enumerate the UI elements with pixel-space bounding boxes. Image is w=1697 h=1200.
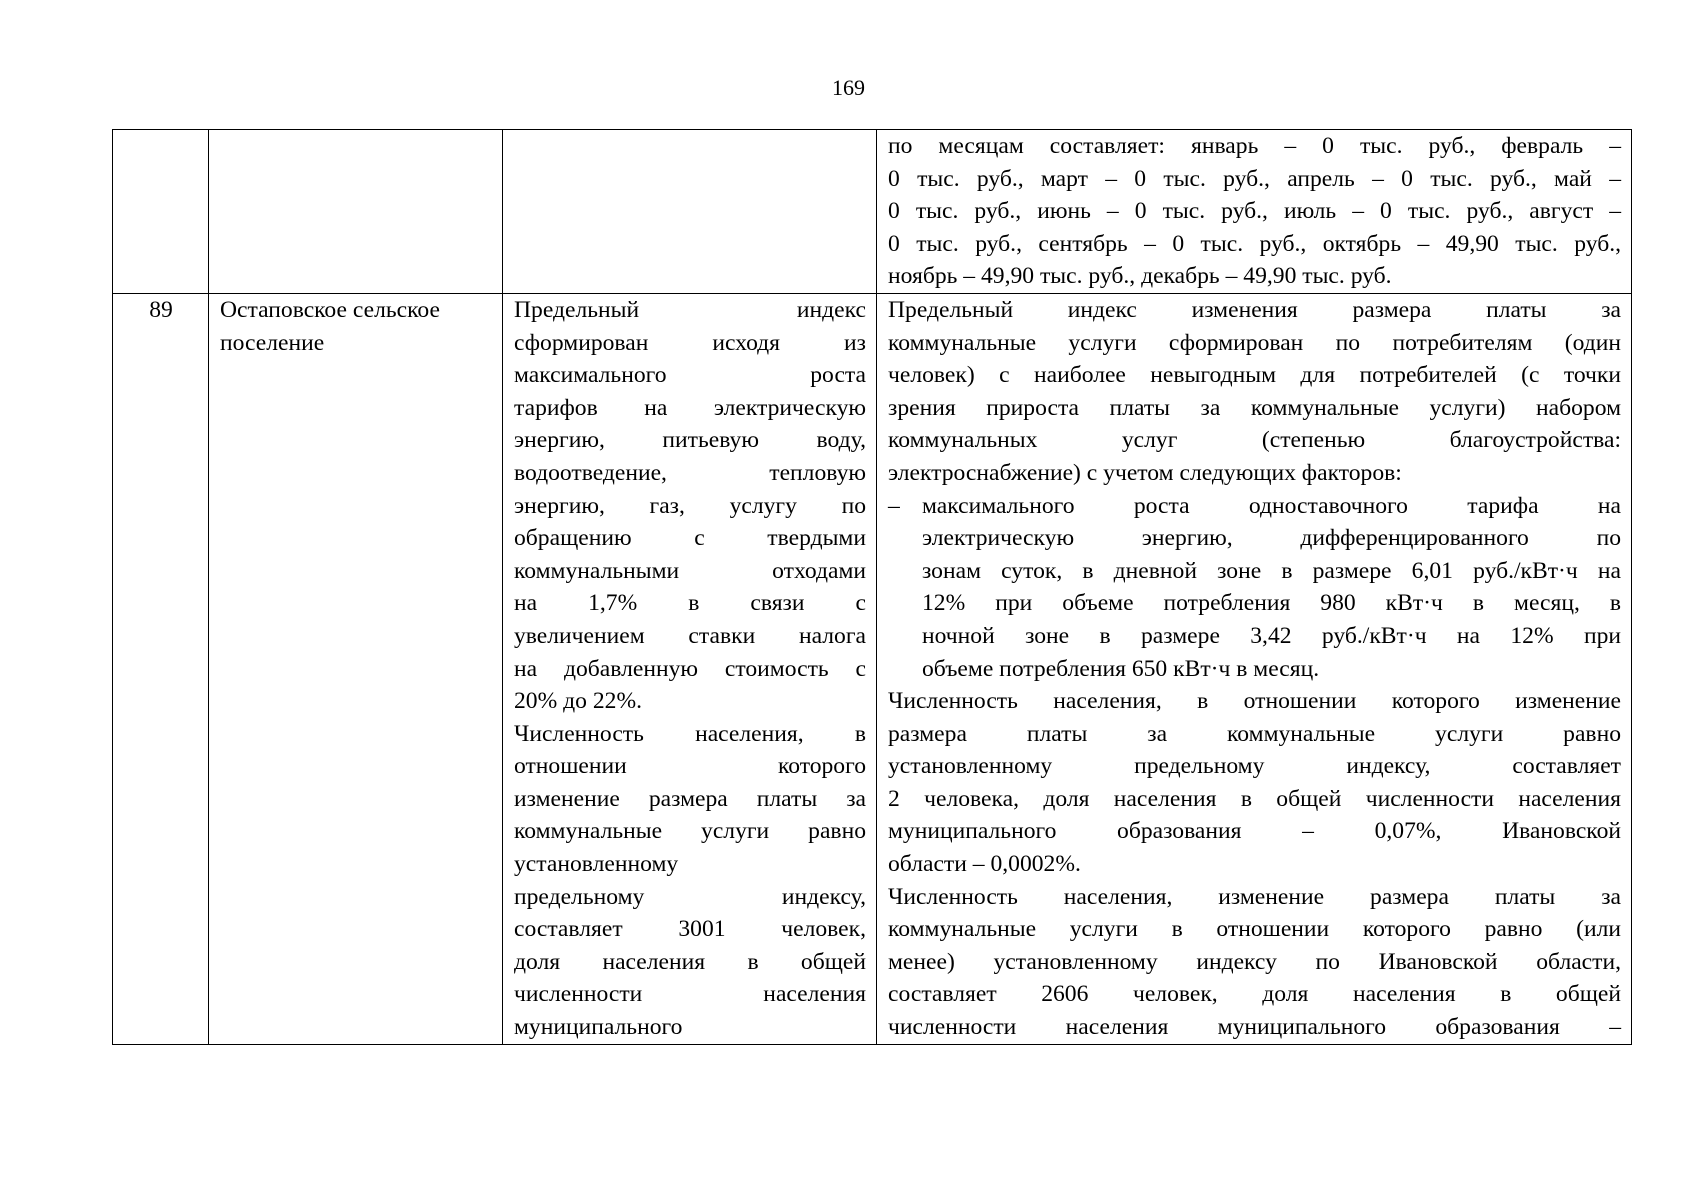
text-line: 0 тыс. руб., март – 0 тыс. руб., апрель – 0 тыс. руб., май – [888, 165, 1621, 192]
text-line: численности населения муниципального образования – [888, 1014, 1621, 1041]
text-line: электроснабжение) с учетом следующих факторов: [888, 459, 1402, 486]
text-line: электрическую энергию, дифференцированного по [922, 525, 1621, 552]
text-line: Численность населения, в отношении которого изменение [888, 688, 1621, 715]
text-line: водоотведение, тепловую [514, 459, 866, 486]
text-line: энергию, питьевую воду, [514, 427, 866, 454]
page-number: 169 [832, 75, 865, 100]
table-row-89 [113, 293, 1632, 1044]
text-line: объеме потребления 650 кВт·ч в месяц. [922, 655, 1320, 682]
text-line: сформирован исходя из [514, 329, 866, 356]
text-line: максимального роста [514, 362, 866, 389]
text-line: зрения прироста платы за коммунальные услуги) набором [888, 394, 1621, 421]
text-line: составляет 2606 человек, доля населения в общей [888, 981, 1621, 1008]
settlement-name-line: Остаповское сельское [220, 296, 440, 323]
text-line: Предельный индекс изменения размера платы за [888, 296, 1621, 323]
consumer-factors-cell-continued [877, 130, 1632, 294]
text-line: области – 0,0002%. [888, 851, 1081, 878]
text-line: 0 тыс. руб., сентябрь – 0 тыс. руб., октябрь – 49,90 тыс. руб., [888, 230, 1621, 257]
text-line: коммунальные услуги сформирован по потребителям (один [888, 329, 1621, 356]
text-line: 0 тыс. руб., июнь – 0 тыс. руб., июль – 0 тыс. руб., август – [888, 198, 1621, 225]
text-line: тарифов на электрическую [514, 394, 866, 421]
text-line: на добавленную стоимость с [514, 655, 866, 682]
bullet-item [888, 490, 1621, 686]
settlement-name-cell-empty [209, 130, 503, 294]
text-line: установленному [514, 851, 679, 878]
table-row-continuation [113, 130, 1632, 294]
row-number-cell-empty [113, 130, 209, 294]
text-line: на 1,7% в связи с [514, 590, 866, 617]
text-line: ночной зоне в размере 3,42 руб./кВт·ч на 12% при [922, 622, 1621, 649]
text-line: установленному предельному индексу, составляет [888, 753, 1621, 780]
settlement-name-cell [209, 293, 503, 1044]
text-line: муниципального образования – 0,07%, Ивановской [888, 818, 1621, 845]
text-line: муниципального [514, 1014, 683, 1041]
text-line: размера платы за коммунальные услуги равно [888, 720, 1621, 747]
text-line: отношении которого [514, 753, 866, 780]
dash-bullet: – [888, 492, 900, 519]
index-basis-cell-empty [503, 130, 877, 294]
row-number: 89 [113, 293, 209, 1044]
text-line: коммунальными отходами [514, 557, 866, 584]
text-line: 20% до 22%. [514, 688, 642, 715]
text-line: обращению с твердыми [514, 525, 866, 552]
settlement-name-line: поселение [220, 329, 325, 356]
text-line: человек) с наиболее невыгодным для потребителей (с точки [888, 362, 1621, 389]
text-line: коммунальных услуг (степенью благоустройства: [888, 427, 1621, 454]
text-line: численности населения [514, 981, 866, 1008]
text-line: доля населения в общей [514, 948, 866, 975]
tariff-index-table [112, 129, 1632, 1045]
text-line: Предельный индекс [514, 296, 866, 323]
text-line: коммунальные услуги в отношении которого равно (или [888, 916, 1621, 943]
text-line: энергию, газ, услугу по [514, 492, 866, 519]
text-line: коммунальные услуги равно [514, 818, 866, 845]
text-line: Численность населения, в [514, 720, 866, 747]
text-line: по месяцам составляет: январь – 0 тыс. руб., февраль – [888, 133, 1621, 159]
text-line: ноябрь – 49,90 тыс. руб., декабрь – 49,90 тыс. руб. [888, 263, 1392, 290]
consumer-factors-cell [877, 293, 1632, 1044]
text-line: составляет 3001 человек, [514, 916, 866, 943]
text-line: 2 человека, доля населения в общей численности населения [888, 785, 1621, 812]
index-basis-cell [503, 293, 877, 1044]
text-line: предельному индексу, [514, 883, 866, 910]
bullet-text [922, 490, 1621, 686]
text-line: увеличением ставки налога [514, 622, 866, 649]
text-line: изменение размера платы за [514, 785, 866, 812]
text-line: Численность населения, изменение размера платы за [888, 883, 1621, 910]
text-line: менее) установленному индексу по Ивановской области, [888, 948, 1621, 975]
text-line: максимального роста одноставочного тарифа на [922, 492, 1621, 519]
text-line: 12% при объеме потребления 980 кВт·ч в месяц, в [922, 590, 1621, 617]
text-line: зонам суток, в дневной зоне в размере 6,01 руб./кВт·ч на [922, 557, 1621, 584]
